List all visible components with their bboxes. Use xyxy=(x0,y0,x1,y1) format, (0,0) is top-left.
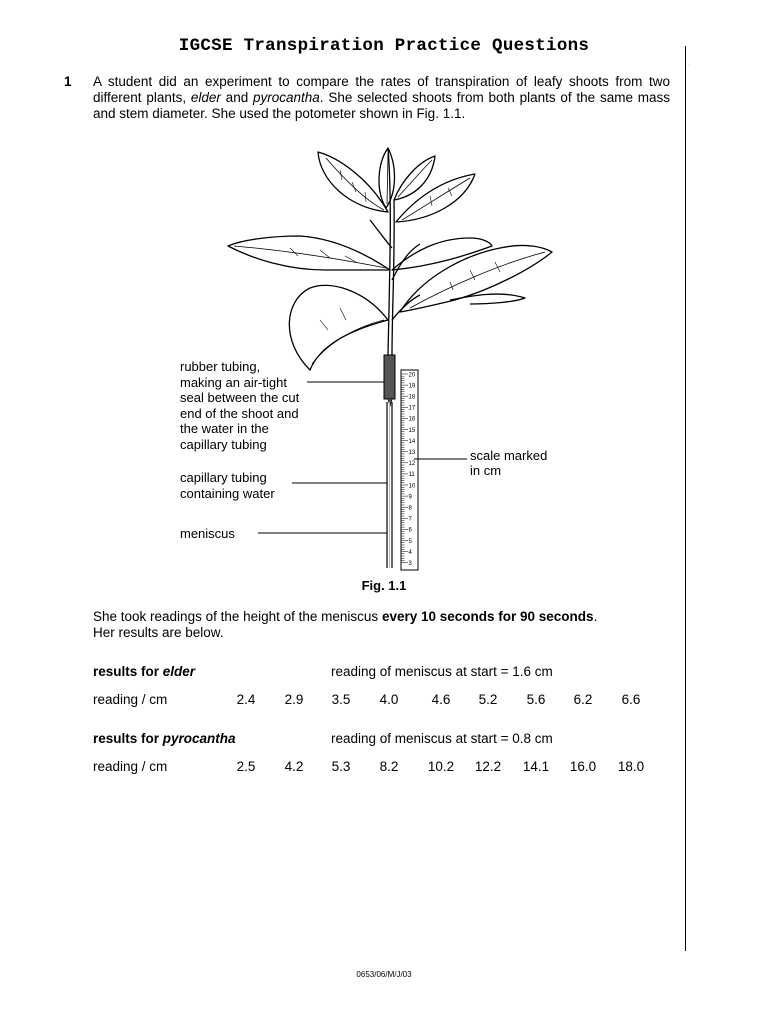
scale-number: 11 xyxy=(408,472,415,479)
page-title: IGCSE Transpiration Practice Questions xyxy=(178,36,590,56)
figure-caption: Fig. 1.1 xyxy=(361,578,407,593)
elder-reading-3: 3.5 xyxy=(331,692,351,707)
potometer-diagram xyxy=(170,140,590,572)
method-paragraph: She took readings of the height of the meniscus every 10 seconds for 90 seconds. Her results are below. xyxy=(93,609,598,640)
scale-number: 12 xyxy=(408,461,416,468)
label-rubber-tubing: rubber tubing, making an air-tight seal between the cut end of the shoot and the water in the capillary tubing xyxy=(180,359,300,452)
scale-number: 13 xyxy=(408,450,416,456)
leafy-shoot xyxy=(228,148,552,370)
pyrocantha-reading-3: 5.3 xyxy=(331,759,351,774)
question-intro: A student did an experiment to compare the rates of transpiration of leafy shoots from two different plants, elder and pyrocantha. She selected shoots from both plants of the same mass and stem diameter. She used the potometer shown in Fig. 1.1. xyxy=(93,74,671,121)
margin-rule xyxy=(685,46,686,951)
scale-number: 10 xyxy=(408,483,416,490)
scale-number: 14 xyxy=(408,438,416,445)
pyrocantha-reading-6: 12.2 xyxy=(474,759,502,774)
scale-number: 5 xyxy=(408,538,412,545)
pyrocantha-reading-7: 14.1 xyxy=(522,759,550,774)
label-capillary: capillary tubing containing water xyxy=(180,470,275,501)
pyrocantha-reading-5: 10.2 xyxy=(427,759,455,774)
scale-number: 8 xyxy=(408,505,412,512)
pyrocantha-reading-8: 16.0 xyxy=(569,759,597,774)
plant-name-elder: elder xyxy=(190,90,221,105)
plant-name-pyrocantha: pyrocantha xyxy=(253,90,320,105)
potometer-figure xyxy=(170,140,590,572)
readings-label-pyrocantha: reading / cm xyxy=(93,759,168,774)
scale-number: 15 xyxy=(408,427,416,434)
start-reading-elder: reading of meniscus at start = 1.6 cm xyxy=(331,664,553,679)
scale-number: 19 xyxy=(408,383,416,390)
pyrocantha-reading-9: 18.0 xyxy=(617,759,645,774)
elder-reading-8: 6.2 xyxy=(573,692,593,707)
margin-mark: ˌ xyxy=(688,60,690,66)
rubber-tubing xyxy=(384,355,395,399)
scale-number: 7 xyxy=(408,516,412,523)
capillary-tube xyxy=(387,402,392,568)
readings-label-elder: reading / cm xyxy=(93,692,168,707)
scale-number: 6 xyxy=(408,527,412,534)
scale-number: 18 xyxy=(408,394,416,401)
page-footer: 0653/06/M/J/03 xyxy=(356,970,412,979)
elder-reading-9: 6.6 xyxy=(621,692,641,707)
question-number: 1 xyxy=(64,74,72,89)
start-reading-pyrocantha: reading of meniscus at start = 0.8 cm xyxy=(331,731,553,746)
elder-reading-2: 2.9 xyxy=(284,692,304,707)
elder-reading-1: 2.4 xyxy=(236,692,256,707)
scale-number: 9 xyxy=(408,494,412,501)
pyrocantha-reading-2: 4.2 xyxy=(284,759,304,774)
scale-number: 17 xyxy=(408,405,416,412)
elder-reading-4: 4.0 xyxy=(379,692,399,707)
label-scale: scale marked in cm xyxy=(470,448,548,478)
method-emphasis: every 10 seconds for 90 seconds xyxy=(381,609,594,624)
elder-reading-7: 5.6 xyxy=(526,692,546,707)
results-heading-elder: results for elder xyxy=(93,664,196,679)
scale-number: 4 xyxy=(408,549,412,556)
pyrocantha-reading-4: 8.2 xyxy=(379,759,399,774)
results-heading-pyrocantha: results for pyrocantha xyxy=(93,731,236,746)
pyrocantha-reading-1: 2.5 xyxy=(236,759,256,774)
scale-number: 3 xyxy=(408,561,412,567)
elder-reading-6: 5.2 xyxy=(478,692,498,707)
elder-reading-5: 4.6 xyxy=(431,692,451,707)
scale-number: 20 xyxy=(408,372,416,379)
label-meniscus: meniscus xyxy=(180,526,235,541)
scale-number: 16 xyxy=(408,416,416,423)
